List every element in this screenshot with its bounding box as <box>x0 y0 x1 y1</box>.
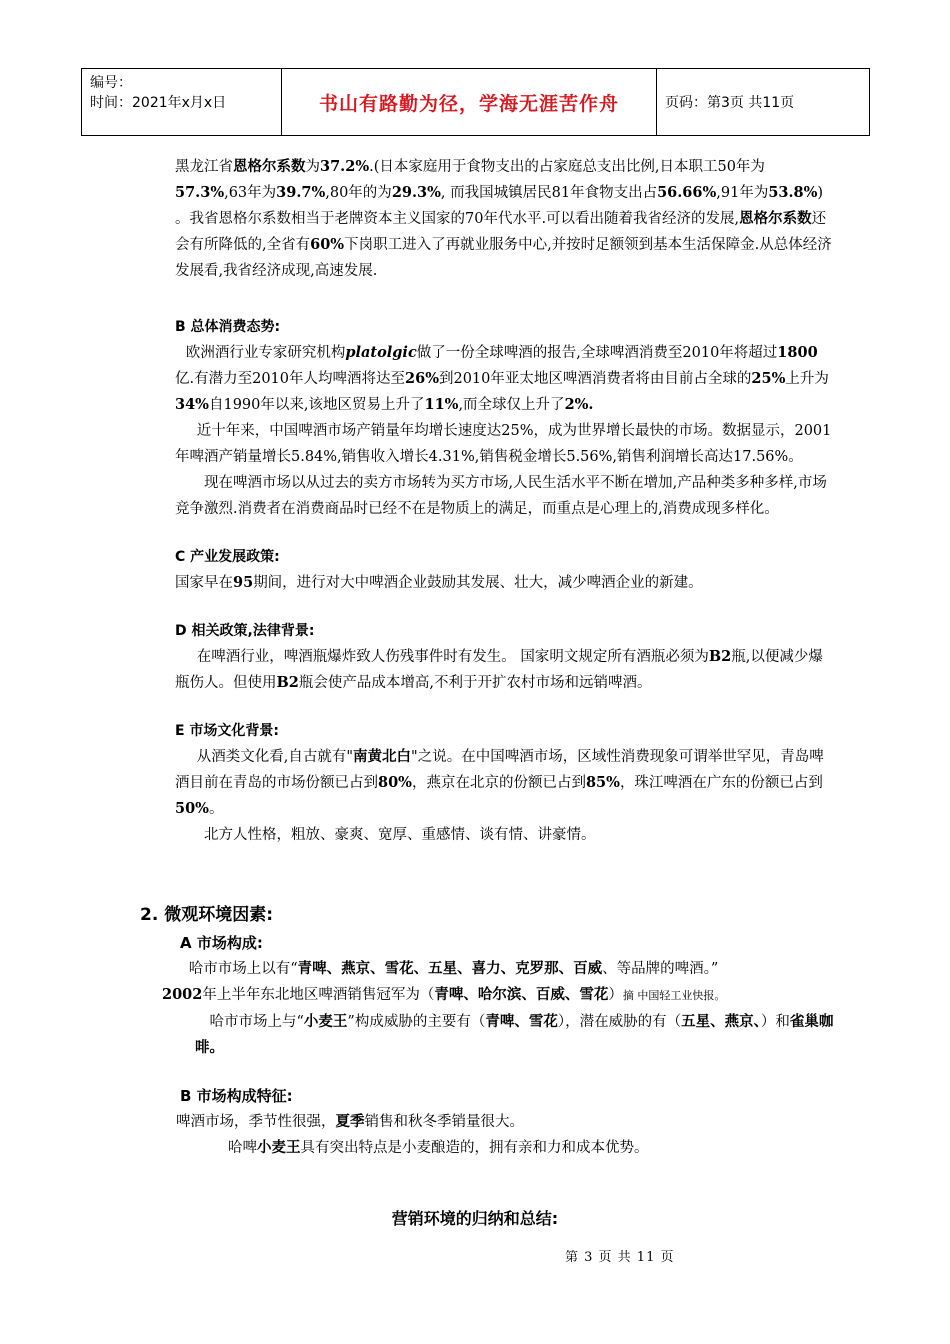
code-label: 编号： <box>90 75 132 91</box>
engel-text: 黑龙江省恩格尔系数为37.2%.(日本家庭用于食物支出的占家庭总支出比例,日本职工50年为57.3%,63年为39.7%,80年的为29.3%, 而我国城镇居民81年食物支出占56.66%,91年为53.8%) 。我省恩格尔系数相当于老牌资本主义国家的70年代水平.可以看出随着我省经济的发展,恩格尔系数还会有所降低的,全省有60%下岗职工进入了再就业服务中心,并按时足额领到基本生活保障金.从总体经济发展看,我省经济成现,高速发展. <box>175 158 832 279</box>
engel-paragraph <box>175 154 835 284</box>
section-2b-paragraph-2: 哈啤小麦王具有突出特点是小麦酿造的，拥有亲和力和成本优势。 <box>228 1139 649 1156</box>
header-motto: 书山有路勤为径，学海无涯苦作舟 <box>281 69 656 135</box>
section-2b-paragraph-1: 啤酒市场，季节性很强，夏季销售和秋冬季销量很大。 <box>176 1113 524 1130</box>
summary-title: 营销环境的归纳和总结: <box>391 1209 559 1228</box>
section-c-heading: C 产业发展政策: <box>175 549 280 565</box>
section-2a-heading: A 市场构成: <box>180 934 263 952</box>
section-e-heading: E 市场文化背景: <box>175 723 280 739</box>
section-2-title: 2. 微观环境因素: <box>140 905 274 925</box>
section-2 <box>140 902 840 1161</box>
header-meta <box>81 69 281 135</box>
page-header <box>81 68 870 136</box>
section-b-paragraph-1: 欧洲酒行业专家研究机构platolgic做了一份全球啤酒的报告,全球啤酒消费至2010年将超过1800亿.有潜力至2010年人均啤酒将达至26%到2010年亚太地区啤酒消费者将由目前占全球的25%上升为34%自1990年以来,该地区贸易上升了11%,而全球仅上升了2%. <box>175 344 829 413</box>
page-footer: 第 3 页 共 11 页 <box>565 1250 675 1265</box>
section-b-paragraph-3: 现在啤酒市场以从过去的卖方市场转为买方市场,人民生活水平不断在增加,产品种类多种多样,市场竞争激烈.消费者在消费商品时已经不在是物质上的满足，而重点是心理上的,消费成现多样化。 <box>175 475 827 517</box>
section-2a-paragraph-1: 哈市市场上以有“青啤、燕京、雪花、五星、喜力、克罗那、百威、等品牌的啤酒。” <box>188 960 719 977</box>
time-label: 时间：2021年x月x日 <box>90 95 227 111</box>
section-e-paragraph-2: 北方人性格，粗放、豪爽、宽厚、重感情、谈有情、讲豪情。 <box>204 827 596 843</box>
section-d-heading: D 相关政策,法律背景: <box>175 623 315 639</box>
section-d-paragraph: 在啤酒行业，啤酒瓶爆炸致人伤残事件时有发生。 国家明文规定所有酒瓶必须为B2瓶,以便减少爆瓶伤人。但使用B2瓶会使产品成本增高,不利于开扩农村市场和远销啤酒。 <box>175 648 823 691</box>
main-content <box>175 154 835 870</box>
section-b-paragraph-2: 近十年来，中国啤酒市场产销量年均增长速度达25%，成为世界增长最快的市场。数据显示，2001年啤酒产销量增长5.84%,销售收入增长4.31%,销售税金增长5.56%,销售利润增长高达17.56%。 <box>175 423 832 465</box>
section-d <box>175 618 835 696</box>
section-b-heading: B 总体消费态势: <box>175 319 281 335</box>
section-b <box>175 314 835 522</box>
section-2b-heading: B 市场构成特征: <box>180 1087 293 1105</box>
section-e <box>175 718 835 848</box>
section-e-paragraph-1: 从酒类文化看,自古就有"南黄北白"之说。在中国啤酒市场，区域性消费现象可谓举世罕见，青岛啤酒目前在青岛的市场份额已占到80%，燕京在北京的份额已占到85%，珠江啤酒在广东的份额已占到50%。 <box>175 748 824 817</box>
section-2a-paragraph-3: 哈市市场上与“小麦王”构成威胁的主要有（青啤、雪花），潜在威胁的有（五星、燕京、）和雀巢咖啡。 <box>195 1013 834 1056</box>
section-c-paragraph: 国家早在95期间，进行对大中啤酒企业鼓励其发展、壮大，减少啤酒企业的新建。 <box>175 574 703 591</box>
section-c <box>175 544 835 596</box>
header-page-label: 页码：第3页 共11页 <box>656 69 870 135</box>
section-2a-paragraph-2: 2002年上半年东北地区啤酒销售冠军为（青啤、哈尔滨、百威、雪花）摘 中国轻工业快报。 <box>162 986 726 1003</box>
